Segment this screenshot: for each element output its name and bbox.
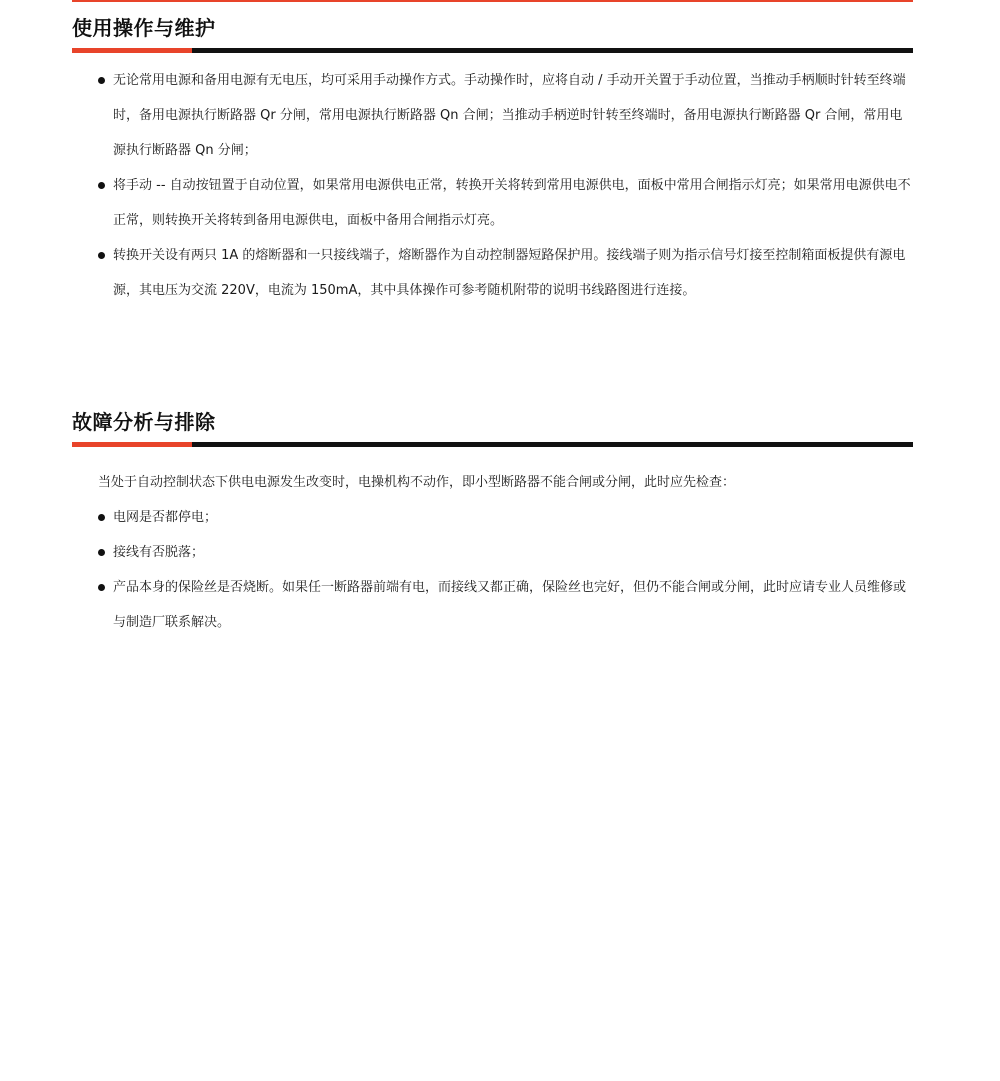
section-content xyxy=(72,465,913,640)
title-underline xyxy=(72,48,913,53)
list-item-text: 无论常用电源和备用电源有无电压，均可采用手动操作方式。手动操作时，应将自动 / 手动开关置于手动位置，当推动手柄顺时针转至终端时，备用电源执行断路器 Qr 分闸，常用电源执行断路器 Qn 合闸；当推动手柄逆时针转至终端时，备用电源执行断路器 Qr 合闸，常用电源执行断路器 Qn 分闸； xyxy=(113,73,906,158)
bullet-dot-icon xyxy=(98,182,105,189)
list-item xyxy=(72,570,913,640)
bullet-dot-icon xyxy=(98,514,105,521)
bullet-dot-icon xyxy=(98,252,105,259)
section-title: 使用操作与维护 xyxy=(72,16,216,40)
title-underline-accent xyxy=(72,48,192,53)
list-item xyxy=(72,63,913,168)
bullet-dot-icon xyxy=(98,584,105,591)
section-operation-maintenance xyxy=(72,16,913,308)
bullet-dot-icon xyxy=(98,549,105,556)
list-item xyxy=(72,238,913,308)
intro-paragraph: 当处于自动控制状态下供电电源发生改变时，电操机构不动作，即小型断路器不能合闸或分闸，此时应先检查： xyxy=(98,475,736,490)
bullet-dot-icon xyxy=(98,77,105,84)
bullet-list xyxy=(72,63,913,308)
section-fault-analysis xyxy=(72,410,913,640)
top-divider xyxy=(72,0,913,2)
list-item-text: 转换开关设有两只 1A 的熔断器和一只接线端子，熔断器作为自动控制器短路保护用。接线端子则为指示信号灯接至控制箱面板提供有源电源，其电压为交流 220V，电流为 150mA，其中具体操作可参考随机附带的说明书线路图进行连接。 xyxy=(113,248,906,298)
list-item-text: 将手动 -- 自动按钮置于自动位置，如果常用电源供电正常，转换开关将转到常用电源供电，面板中常用合闸指示灯亮；如果常用电源供电不正常，则转换开关将转到备用电源供电，面板中备用合闸指示灯亮。 xyxy=(113,178,911,228)
list-item xyxy=(72,535,913,570)
title-underline xyxy=(72,442,913,447)
section-title: 故障分析与排除 xyxy=(72,410,216,434)
bullet-list xyxy=(72,500,913,640)
list-item-text: 接线有否脱落； xyxy=(113,545,205,560)
list-item xyxy=(72,168,913,238)
list-item xyxy=(72,500,913,535)
list-item-text: 产品本身的保险丝是否烧断。如果任一断路器前端有电，而接线又都正确，保险丝也完好，但仍不能合闸或分闸，此时应请专业人员维修或与制造厂联系解决。 xyxy=(113,580,907,630)
list-item-text: 电网是否都停电； xyxy=(113,510,218,525)
title-underline-accent xyxy=(72,442,192,447)
